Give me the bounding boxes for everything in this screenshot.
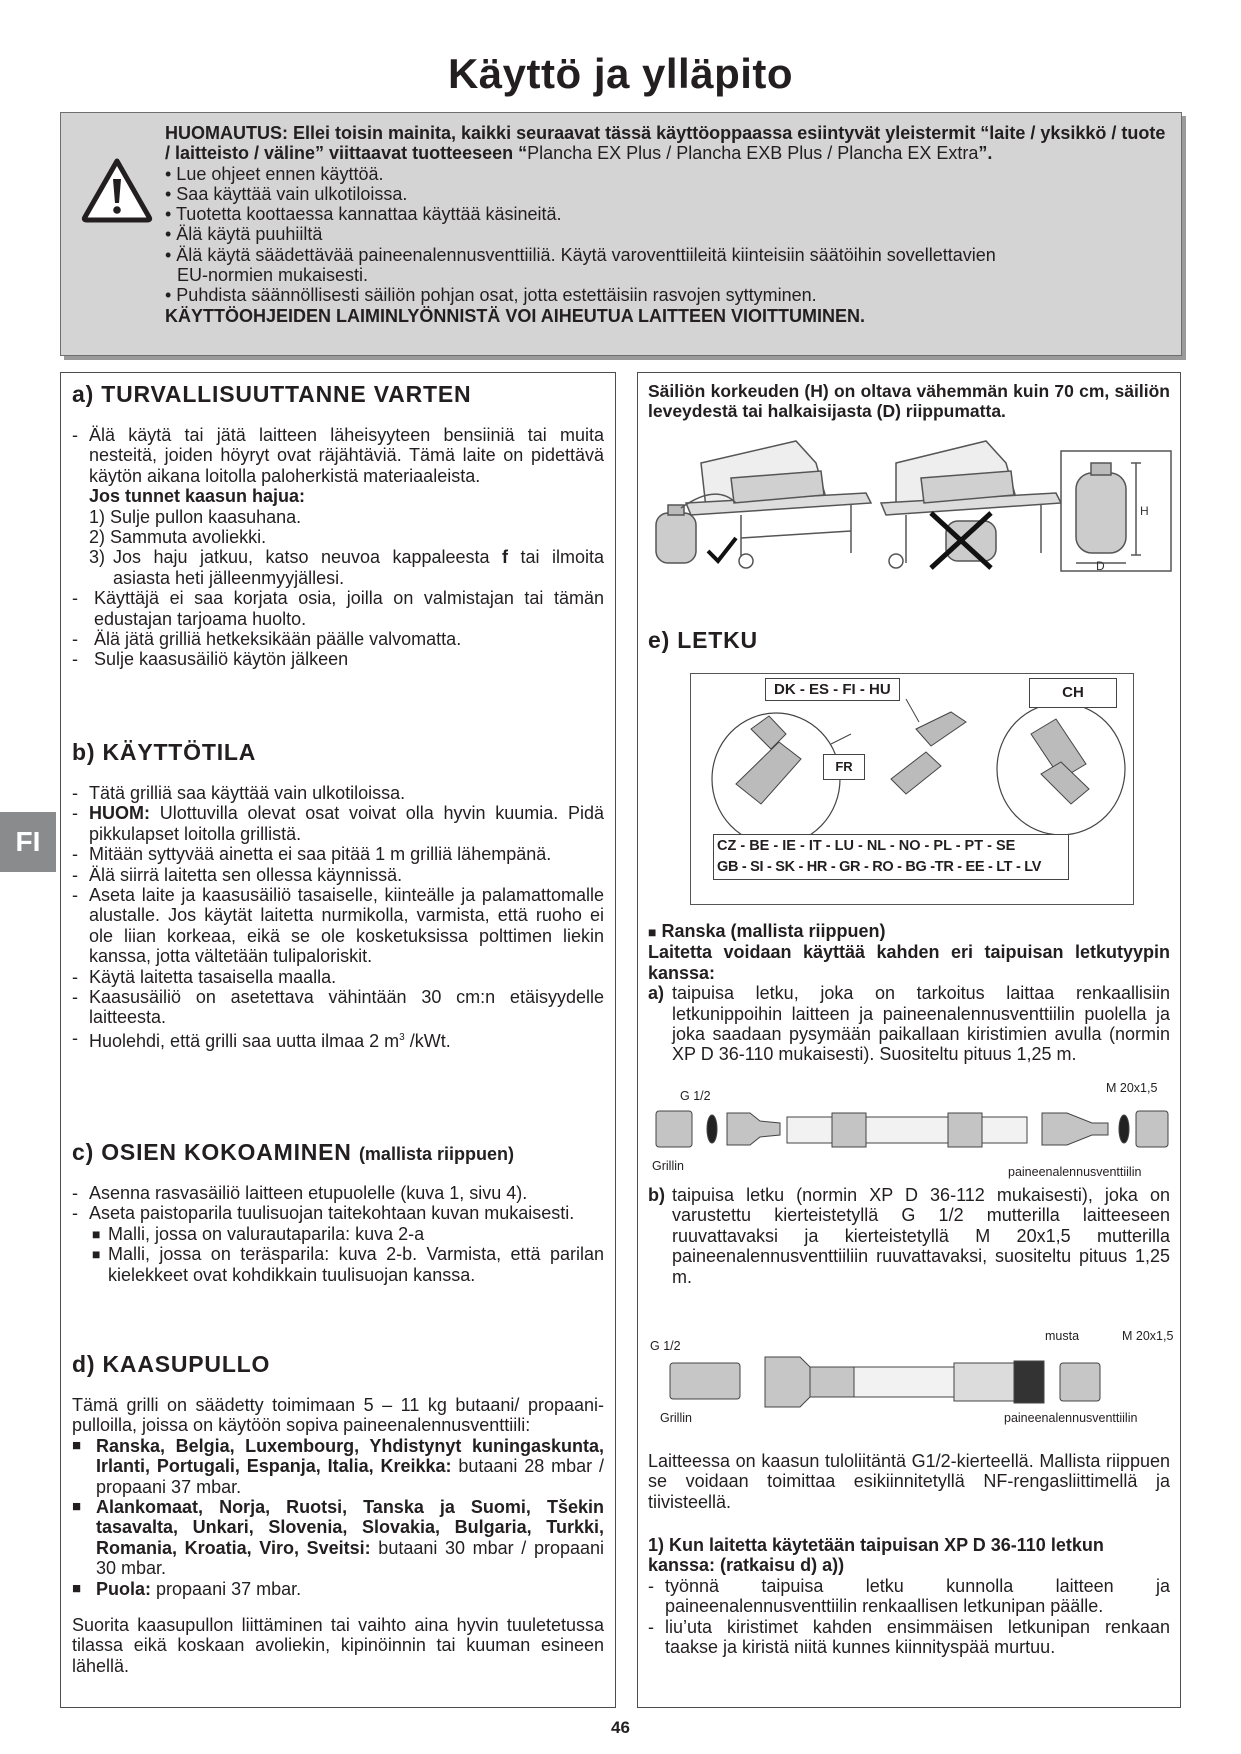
section-b-item: Tätä grilliä saa käyttää vain ulkotiloissa. [89, 783, 406, 803]
notice-end: ”. [978, 143, 993, 164]
fig2-m-label: M 20x1,5 [1122, 1329, 1174, 1343]
region-tag-dk: DK - ES - FI - HU [765, 678, 900, 701]
fig1-grill-label: Grillin [652, 1159, 684, 1173]
fig2-black-label: musta [1045, 1329, 1080, 1343]
pressure: butaani 30 mbar / propaani 30 mbar. [96, 1537, 605, 1579]
fig2-grill-label: Grillin [660, 1411, 692, 1425]
dim-h-label: H [1140, 504, 1149, 518]
huom-text: Ulottuvilla olevat osat voivat olla hyvin kuumia. Pidä pikkulapset loitolla grillistä. [89, 803, 604, 844]
option-a-text: taipuisa letku, joka on tarkoitus laittaa renkaallisiin letkunippoihin laitteen ja paineenalennusventtiilin puolella ja joka saadaan pysymään paikallaan kiristimien avulla (normin XP D 36-110 mukaisesti). Suositeltu pituus 1,25 m. [672, 983, 1170, 1065]
pressure: propaani 37 mbar. [151, 1578, 302, 1599]
option-a-label: a) [648, 983, 665, 1004]
section-b-item: Aseta laite ja kaasusäiliö tasaiselle, kiinteälle ja palamattomalle alustalle. Jos käytät laitetta nurmikolla, varmista, että ruoho ei ole liian korkeaa, eikä se ole kosketuksissa polttimen liekin kanssa, jotta vältetään tulipaloriskit. [89, 885, 604, 967]
grill-correct [656, 441, 871, 568]
tank-height-note: Säiliön korkeuden (H) on oltava vähemmän kuin 70 cm, säiliön leveydestä tai halkaisijasta (D) riippumatta. [648, 381, 1170, 422]
option-b [648, 1185, 1170, 1287]
section-d-closing: Suorita kaasupullon liittäminen tai vaihto aina hyvin tuuletetussa tilassa eikä koskaan avoliekin, kipinöinnin tai kuuman esineen lähellä. [72, 1615, 604, 1676]
countries: Alankomaat, Norja, Ruotsi, Tanska ja Suomi, Tšekin tasavalta, Unkari, Slovenia, Slovakia, Bulgaria, Turkki, Romania, Kroatia, Viro, Sveitsi: [96, 1497, 604, 1558]
gas-inlet-text: Laitteessa on kaasun tuloliitäntä G1/2-kierteellä. Mallista riippuen se voidaan toimittaa esikiinnitetyllä NF-rengasliittimellä ja tiivisteellä. [648, 1451, 1170, 1512]
france-title: Ranska (mallista riippuen) [661, 921, 886, 941]
france-section [648, 921, 1170, 1065]
huom-label: HUOM: [89, 803, 150, 824]
notice-models: Plancha EX Plus / Plancha EXB Plus / Plancha EX Extra [527, 143, 979, 164]
section-b-item [89, 803, 604, 844]
warning-notice [165, 123, 1170, 164]
section-c-item: Asenna rasvasäiliö laitteen etupuolelle (kuva 1, sivu 4). [89, 1183, 528, 1203]
section-a-item: Käyttäjä ei saa korjata osia, joilla on valmistajan tai tämän edustajan tarjoama huolto. [94, 588, 604, 629]
warning-footer: KÄYTTÖOHJEIDEN LAIMINLYÖNNISTÄ VOI AIHEUTUA LAITTEEN VIOITTUMINEN. [165, 305, 866, 326]
section-a-item: Sulje kaasusäiliö käytön jälkeen [94, 649, 349, 670]
step1-item: liu’uta kiristimet kahden ensimmäisen letkunipan renkaan taakse ja kiristä niitä kunnes kiinnityspää murtuu. [665, 1616, 1170, 1658]
country-group [96, 1497, 604, 1579]
section-c-body: - Asenna rasvasäiliö laitteen etupuolelle (kuva 1, sivu 4). - Aseta paistoparila tuulisuojan taitekohtaan kuvan mukaisesti. ■ Malli, jossa on valurautaparila: kuva 2-a ■ Malli, jossa on teräsparila: kuva 2-b. Varmista, että parilan kielekkeet ovat kohdikkain tuulisuojan kanssa. [72, 1183, 604, 1285]
step1-section: 1) Kun laitetta käytetään taipuisan XP D 36-110 letkun kanssa: (ratkaisu d) a)) - työnnä taipuisa letku kunnolla laitteen ja paineenalennusventtiilin renkaallisen letkunipan päälle. - liu’uta kiristimet kahden ensimmäisen letkunipan renkaan taakse ja kiristä niitä kunnes kiinnityspää murtuu. [648, 1535, 1170, 1658]
hose-figure-b [650, 1349, 1170, 1415]
countries: Puola: [96, 1578, 152, 1599]
pressure: butaani 28 mbar / propaani 37 mbar. [96, 1456, 605, 1497]
check-icon [708, 538, 736, 561]
step1-item: työnnä taipuisa letku kunnolla laitteen ja paineenalennusventtiilin renkaallisen letkunipan päälle. [665, 1575, 1170, 1617]
page-title: Käyttö ja ylläpito [447, 50, 794, 97]
section-b-heading: b) KÄYTTÖTILA [72, 739, 257, 765]
countries: Ranska, Belgia, Luxembourg, Yhdistynyt kuningaskunta, Irlanti, Portugali, Espanja, Italia, Kreikka: [96, 1435, 604, 1477]
tank-dimension-figure [1061, 451, 1171, 571]
fig2-g-label: G 1/2 [650, 1339, 681, 1353]
section-d-body: Tämä grilli on säädetty toimimaan 5 – 11 kg butaani/ propaani-pulloilla, joissa on käytöön sopiva paineenalennusventtiili: ■ Ranska, Belgia, Luxembourg, Yhdistynyt kuningaskunta, Irlanti, Portugali, Espanja, Italia, Kreikka: butaani 28 mbar / propaani 37 mbar. ■ Alankomaat, Norja, Ruotsi, Tanska ja Suomi, Tšekin tasavalta, Unkari, Slovenia, Slovakia, Bulgaria, Turkki, Romania, Kroatia, Viro, Sveitsi: butaani 30 mbar / propaani 30 mbar. ■ Puola: propaani 37 mbar. Suorita kaasupullon liittäminen tai vaihto aina hyvin tuuletetussa tilassa eikä koskaan avoliekin, kipinöinnin tai kuuman esineen lähellä. [72, 1395, 605, 1676]
option-b-text: taipuisa letku (normin XP D 36-112 mukaisesti), joka on varustettu kierteistetyllä G 1/2 mutterilla laitteeseen ruuvattavaksi ja kierteistetyllä M 20x1,5 mutterilla paineenalennusventtiiliin ruuvattavaksi, suositeltu pituus 1,25 m. [672, 1185, 1170, 1287]
step-1 [89, 507, 604, 527]
fig2-regulator-label: paineenalennusventtiilin [1004, 1411, 1138, 1425]
step-num: 1) [89, 506, 106, 527]
warning-box [60, 112, 1182, 356]
country-group [96, 1436, 604, 1497]
regulator-figure [690, 673, 1134, 905]
right-column [637, 372, 1181, 1708]
warning-item: • Älä käytä puuhiiltä [165, 224, 323, 245]
left-column [60, 372, 616, 1708]
option-b-label: b) [648, 1185, 665, 1205]
section-b-item: Mitään syttyvää ainetta ei saa pitää 1 m grilliä lähempänä. [89, 844, 552, 865]
section-c-subitem: Malli, jossa on teräsparila: kuva 2-b. Varmista, että parilan kielekkeet ovat kohdikkain tuulisuojan kanssa. [108, 1244, 604, 1285]
air-sup: 3 [399, 1031, 405, 1043]
region-list [713, 834, 1069, 880]
section-d-intro: Tämä grilli on säädetty toimimaan 5 – 11 kg butaani/ propaani-pulloilla, joissa on käytöön sopiva paineenalennusventtiili: [72, 1395, 604, 1436]
step-text: Sulje pullon kaasuhana. [110, 506, 302, 527]
section-e-heading: e) LETKU [648, 627, 758, 653]
section-a-body: - Älä käytä tai jätä laitteen läheisyyteen bensiiniä tai muita nesteitä, joiden höyryt ovat räjähtäviä. Tämä laite on pidettävä käytön aikana loitolla paloherkistä materiaaleista. Jos tunnet kaasun hajua: 1) Sulje pullon kaasuhana. 2) Sammuta avoliekki. 3) Jos haju jatkuu, katso neuvoa kappaleesta f tai ilmoita asiasta heti jälleenmyyjällesi. - Käyttäjä ei saa korjata osia, joilla on valmistajan tai tämän edustajan tarjoama huolto. - Älä jätä grilliä hetkeksikään päälle valvomatta. - Sulje kaasusäiliö käytön jälkeen [72, 425, 605, 670]
gas-smell-heading: Jos tunnet kaasun hajua: [89, 486, 306, 507]
section-a-heading: a) TURVALLISUUTTANNE VARTEN [72, 381, 472, 407]
fig1-regulator-label: paineenalennusventtiilin [1008, 1165, 1142, 1179]
section-c-title: c) OSIEN KOKOAMINEN [72, 1139, 352, 1165]
step-text: Sammuta avoliekki. [110, 527, 267, 548]
warning-item: • Puhdista säännöllisesti säiliön pohjan osat, jotta estettäisiin rasvojen syttyminen. [165, 285, 817, 306]
section-a-item: Älä jätä grilliä hetkeksikään päälle valvomatta. [94, 629, 462, 650]
section-b-item [89, 1028, 604, 1051]
page-number: 46 [611, 1718, 630, 1737]
france-heading: ■ Ranska (mallista riippuen) [648, 921, 886, 941]
language-tab-fi: FI [0, 812, 56, 872]
section-d-heading: d) KAASUPULLO [72, 1351, 271, 1377]
section-c-heading [72, 1139, 514, 1166]
notice-bold: HUOMAUTUS: Ellei toisin mainita, kaikki seuraavat tässä käyttöoppaassa esiintyvät yleistermit “laite / yksikkö / tuote / laitteisto / väline” viittaavat tuotteeseen “ [165, 123, 1166, 164]
country-group [96, 1579, 604, 1599]
warning-item: • Lue ohjeet ennen käyttöä. [165, 163, 384, 184]
air-text: Huolehdi, että grilli saa uutta ilmaa 2 m [89, 1030, 400, 1051]
section-b-item: Käytä laitetta tasaisella maalla. [89, 966, 337, 987]
section-b-body: - Tätä grilliä saa käyttää vain ulkotiloissa. - HUOM: Ulottuvilla olevat osat voivat olla hyvin kuumia. Pidä pikkulapset loitolla grillistä. - Mitään syttyvää ainetta ei saa pitää 1 m grilliä lähempänä. - Älä siirrä laitetta sen ollessa käynnissä. - Aseta laite ja kaasusäiliö tasaiselle, kiinteälle ja palamattomalle alustalle. Jos käytät laitetta nurmikolla, varmista, että ruoho ei ole liian korkeaa, eikä se ole kosketuksissa polttimen liekin kanssa, jotta vältetään tulipaloriskit. - Käytä laitetta tasaisella maalla. - Kaasusäiliö on asetettava vähintään 30 cm:n etäisyydelle laitteesta. - Huolehdi, että grilli saa uutta ilmaa 2 $m^3$ /kWt. [72, 783, 604, 1051]
dim-d-label: D [1096, 559, 1105, 573]
warning-item: EU-normien mukaisesti. [177, 265, 369, 286]
warning-item: • Älä käytä säädettävää paineenalennusventtiiliä. Käytä varoventtiileitä kiinteisiin säätöihin sovellettavien [165, 244, 996, 265]
step-ref: f [502, 547, 509, 568]
section-c-item: Aseta paistoparila tuulisuojan taitekohtaan kuvan mukaisesti. [89, 1203, 575, 1224]
region-tag-fr: FR [823, 754, 865, 780]
step-2 [89, 527, 604, 547]
tank-placement-figure [646, 433, 1176, 573]
section-c-note: (mallista riippuen) [358, 1144, 514, 1164]
step-num: 3) [89, 547, 106, 568]
france-subheading: Laitetta voidaan käyttää kahden eri taipuisan letkutyypin kanssa: [648, 942, 1170, 983]
warning-item: • Tuotetta koottaessa kannattaa käyttää käsineitä. [165, 204, 562, 225]
region-countries: GB - SI - SK - HR - GR - RO - BG -TR - EE - LT - LV [717, 859, 1042, 875]
fig1-g-label: G 1/2 [680, 1089, 711, 1103]
section-b-item: Kaasusäiliö on asetettava vähintään 30 cm:n etäisyydelle laitteesta. [89, 987, 604, 1028]
fig1-m-label: M 20x1,5 [1106, 1081, 1158, 1095]
warning-item: • Saa käyttää vain ulkotiloissa. [165, 183, 408, 204]
air-unit: /kWt. [404, 1030, 451, 1051]
section-a-p1: Älä käytä tai jätä laitteen läheisyyteen bensiiniä tai muita nesteitä, joiden höyryt ovat räjähtäviä. Tämä laite on pidettävä käytön aikana loitolla paloherkistä materiaaleista. [89, 425, 604, 486]
region-tag-ch: CH [1029, 678, 1117, 708]
step-text: tai ilmoita asiasta heti jälleenmyyjällesi. [113, 547, 605, 588]
step-text: Jos haju jatkuu, katso neuvoa kappaleesta [113, 547, 503, 568]
step-3 [89, 547, 604, 588]
warning-text [165, 123, 1170, 326]
step1-heading: 1) Kun laitetta käytetään taipuisan XP D 36-110 letkun kanssa: (ratkaisu d) a)) [648, 1535, 1104, 1576]
hose-figure-a [652, 1099, 1172, 1159]
warning-icon [81, 157, 153, 228]
section-b-item: Älä siirrä laitetta sen ollessa käynnissä. [89, 864, 403, 885]
region-countries: CZ - BE - IE - IT - LU - NL - NO - PL - PT - SE [717, 838, 1016, 854]
step-num: 2) [89, 527, 106, 548]
section-c-subitem: Malli, jossa on valurautaparila: kuva 2-a [108, 1223, 425, 1244]
